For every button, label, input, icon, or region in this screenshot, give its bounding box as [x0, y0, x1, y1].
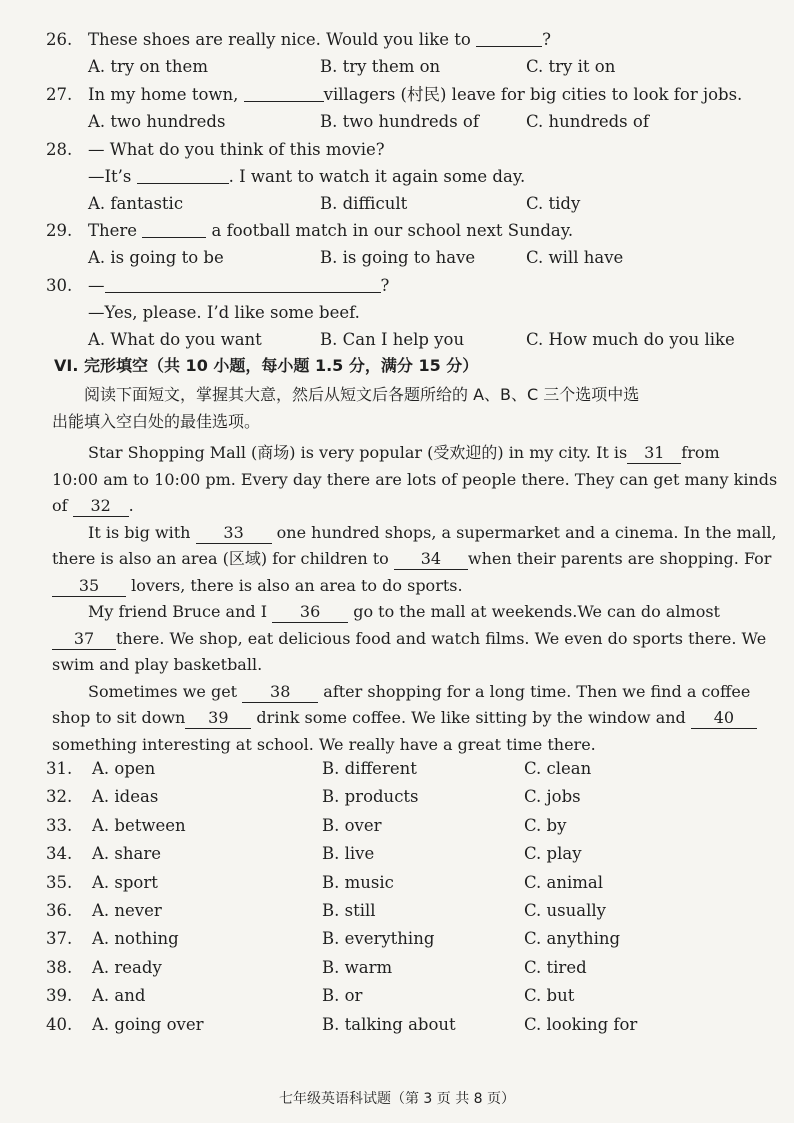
option-a: A. What do you want [88, 330, 262, 349]
option-b: B. different [322, 759, 417, 778]
option-a: A. ideas [92, 787, 159, 807]
option-b: B. live [322, 844, 375, 864]
option-a: A. between [92, 815, 186, 835]
passage-text: one hundred shops, a supermarket and a cinema. In the mall, [271, 522, 777, 542]
option-c: C. play [524, 844, 582, 864]
option-a: A. ready [92, 957, 162, 977]
option-c: C. try it on [526, 57, 616, 76]
stem-text: These shoes are really nice. Would you like to [88, 30, 477, 49]
question-stem [46, 81, 766, 108]
passage-line [52, 546, 772, 573]
passage-text: of [52, 496, 73, 515]
passage-text: go to the mall at weekends.We can do almost [348, 602, 720, 621]
question-stem [46, 26, 766, 53]
option-b: B. difficult [320, 194, 408, 213]
stem-text: a football match in our school next Sunday. [206, 221, 574, 240]
passage-text: drink some coffee. We like sitting by the window and [251, 708, 691, 727]
question-reply [46, 299, 766, 326]
choice-row [46, 1011, 766, 1039]
question-number: 27. [46, 85, 73, 104]
option-a: A. never [92, 900, 162, 920]
option-a: A. fantastic [88, 194, 184, 213]
stem-text: — What do you think of this movie? [88, 140, 385, 159]
passage-text: 10:00 am to 10:00 pm. Every day there are lots of people there. They can get many kinds [52, 469, 778, 489]
passage-line [52, 705, 752, 732]
choice-row [46, 783, 766, 811]
question-number: 26. [46, 30, 73, 49]
passage-text: Star Shopping Mall (商场) is very popular (受欢迎的) in my city. It is [88, 443, 628, 462]
option-c: C. hundreds of [526, 112, 649, 131]
answer-blank [142, 219, 206, 238]
passage-text: when their parents are shopping. For [467, 549, 772, 568]
section-title: VI. 完形填空（共 10 小题，每小题 1.5 分，满分 15 分） [54, 356, 479, 375]
blank-34: 34 [394, 549, 468, 570]
choice-row [46, 954, 766, 982]
passage-text: My friend Bruce and I [88, 602, 273, 621]
blank-36: 36 [272, 602, 348, 623]
stem-text: —It’s [88, 167, 137, 186]
stem-text: villagers (村民) leave for big cities to look for jobs. [323, 85, 743, 104]
options-row [46, 190, 766, 217]
cloze-choices [46, 755, 766, 1039]
option-b: B. talking about [322, 1014, 456, 1034]
option-c: C. but [524, 986, 575, 1006]
question-28 [46, 136, 766, 217]
blank-31: 31 [627, 443, 681, 464]
passage-text: lovers, there is also an area to do sports. [126, 575, 463, 595]
question-reply [46, 163, 766, 190]
choice-row [46, 869, 766, 897]
option-b: B. over [322, 815, 382, 835]
question-29 [46, 217, 766, 271]
blank-38: 38 [242, 682, 318, 703]
option-a: A. share [92, 844, 161, 864]
question-stem [46, 136, 766, 163]
stem-text: ? [542, 30, 551, 49]
option-c: C. tidy [526, 194, 581, 213]
option-a: A. try on them [88, 57, 208, 76]
option-c: C. looking for [524, 1014, 638, 1034]
choice-row [46, 840, 766, 868]
option-b: B. warm [322, 957, 393, 977]
choice-number: 34. [46, 844, 73, 864]
choice-row [46, 982, 766, 1010]
answer-blank [105, 274, 381, 293]
passage-line [52, 467, 778, 494]
option-a: A. nothing [92, 929, 179, 949]
passage-text: there is also an area (区域) for children to [52, 549, 394, 568]
option-b: B. products [322, 787, 419, 807]
option-b: B. is going to have [320, 248, 476, 267]
question-number: 30. [46, 276, 73, 295]
choice-row [46, 812, 766, 840]
option-c: C. How much do you like [526, 330, 735, 349]
option-a: A. and [92, 986, 146, 1006]
choice-row [46, 755, 766, 783]
question-26 [46, 26, 766, 80]
option-c: C. clean [524, 759, 592, 778]
option-c: C. will have [526, 248, 624, 267]
passage-text: there. We shop, eat delicious food and watch films. We even do sports there. We [116, 628, 767, 648]
passage-text: after shopping for a long time. Then we find a coffee [318, 681, 751, 701]
answer-blank [244, 83, 324, 102]
stem-text: There [88, 221, 143, 240]
choice-number: 36. [46, 900, 73, 920]
answer-blank [476, 28, 542, 47]
passage-text: It is big with [88, 522, 196, 542]
blank-35: 35 [52, 576, 126, 597]
option-a: A. going over [92, 1014, 204, 1034]
blank-32: 32 [73, 496, 129, 517]
question-number: 29. [46, 221, 73, 240]
passage-text: . [128, 496, 134, 515]
choice-number: 35. [46, 872, 73, 892]
option-b: B. everything [322, 929, 435, 949]
passage-text: swim and play basketball. [52, 655, 263, 674]
stem-text: In my home town, [88, 85, 244, 104]
blank-40: 40 [691, 708, 757, 729]
stem-text: — [88, 276, 105, 295]
blank-37: 37 [52, 629, 116, 650]
choice-number: 37. [46, 929, 73, 949]
choice-row [46, 897, 766, 925]
stem-text: ? [380, 276, 390, 295]
stem-text: . I want to watch it again some day. [228, 167, 526, 186]
cloze-passage [52, 440, 778, 758]
option-a: A. is going to be [88, 248, 224, 267]
choice-number: 38. [46, 957, 73, 977]
option-c: C. animal [524, 872, 604, 892]
choice-number: 31. [46, 759, 73, 778]
blank-39: 39 [185, 708, 251, 729]
option-c: C. by [524, 815, 567, 835]
choice-number: 39. [46, 986, 73, 1006]
choice-row [46, 925, 766, 953]
options-row [46, 53, 766, 80]
passage-text: from [681, 443, 720, 462]
section-instruction: 阅读下面短文，掌握其大意，然后从短文后各题所给的 A、B、C 三个选项中选 [84, 385, 640, 404]
choice-number: 40. [46, 1014, 73, 1034]
option-c: C. usually [524, 900, 606, 920]
option-a: A. sport [92, 872, 158, 892]
option-b: B. try them on [320, 57, 441, 76]
options-row [46, 244, 766, 271]
question-number: 28. [46, 140, 73, 159]
page-footer: 七年级英语科试题（第 3 页 共 8 页） [278, 1091, 516, 1107]
passage-line [52, 599, 752, 626]
question-27 [46, 81, 766, 135]
question-stem [46, 217, 766, 244]
passage-text: Sometimes we get [88, 681, 243, 701]
answer-blank [137, 165, 229, 184]
option-b: B. Can I help you [320, 330, 465, 349]
passage-text: shop to sit down [52, 708, 186, 727]
option-c: C. anything [524, 929, 621, 949]
option-a: A. open [92, 759, 156, 778]
option-b: B. still [322, 900, 376, 920]
passage-line [52, 520, 777, 547]
section-instruction: 出能填入空白处的最佳选项。 [52, 412, 261, 431]
passage-line [52, 493, 752, 520]
option-c: C. jobs [524, 787, 581, 807]
stem-text: —Yes, please. I’d like some beef. [88, 303, 360, 322]
options-row [46, 326, 766, 353]
passage-line [52, 652, 752, 679]
passage-line [52, 679, 752, 706]
option-c: C. tired [524, 957, 587, 977]
choice-number: 32. [46, 787, 73, 807]
choice-number: 33. [46, 815, 73, 835]
option-b: B. music [322, 872, 394, 892]
passage-line [52, 626, 767, 653]
question-stem [46, 272, 766, 299]
passage-line [52, 573, 752, 600]
option-b: B. two hundreds of [320, 112, 479, 131]
passage-line [52, 440, 752, 467]
passage-text: something interesting at school. We really have a great time there. [52, 734, 596, 754]
options-row [46, 108, 766, 135]
question-30 [46, 272, 766, 353]
option-b: B. or [322, 986, 363, 1006]
blank-33: 33 [196, 523, 272, 544]
option-a: A. two hundreds [88, 112, 226, 131]
